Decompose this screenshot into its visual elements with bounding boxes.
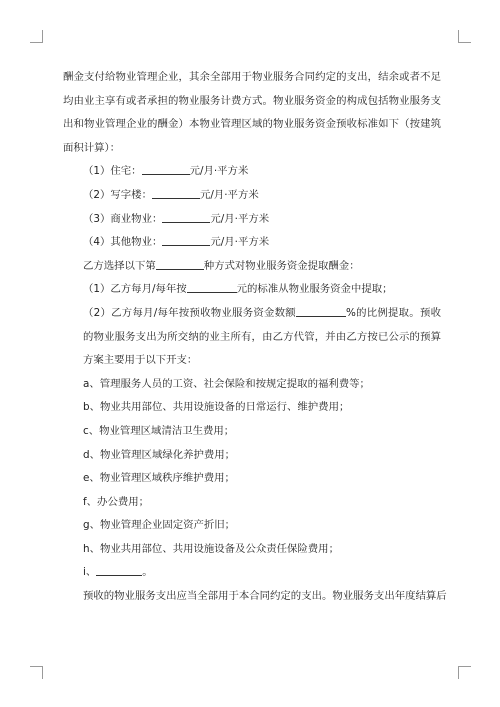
rate-other: （4）其他物业： 元/月·平方米 — [83, 236, 270, 249]
crop-mark-top-left — [30, 30, 43, 43]
document-body — [63, 66, 447, 609]
rate-office: （2）写字楼： 元/月·平方米 — [83, 188, 259, 201]
blank-other-rate[interactable] — [162, 234, 210, 246]
blank-residential-rate[interactable] — [142, 163, 190, 175]
option-fixed-amount: （1）乙方每月/每年按 元的标准从物业服务资金中提取； — [83, 283, 393, 296]
expense-item-i: i、 。 — [83, 566, 153, 579]
expense-item-d: d、物业管理区域绿化养护费用； — [83, 448, 236, 461]
closing-paragraph: 预收的物业服务支出应当全部用于本合同约定的支出。物业服务支出年度结算后 — [83, 590, 447, 603]
expense-item-g: g、物业管理企业固定资产折旧； — [83, 519, 236, 532]
blank-commercial-rate[interactable] — [162, 211, 210, 223]
expense-item-h: h、物业共用部位、共用设施设备及公众责任保险费用； — [83, 542, 339, 555]
crop-mark-top-right — [458, 30, 471, 43]
option-percentage: （2）乙方每月/每年按预收物业服务资金数额 %的比例提取。预收的物业服务支出为所交纳的业主所有，由乙方代管，并由乙方按已公示的预算方案主要用于以下开支： — [83, 306, 441, 367]
expense-item-a: a、管理服务人员的工资、社会保险和按规定提取的福利费等； — [83, 377, 370, 390]
expense-item-c: c、物业管理区域清洁卫生费用； — [83, 424, 235, 437]
rate-commercial: （3）商业物业： 元/月·平方米 — [83, 212, 270, 225]
blank-fixed-amount[interactable] — [187, 281, 237, 293]
intro-paragraph: 酬金支付给物业管理企业，其余全部用于物业服务合同约定的支出，结余或者不足均由业主享有或者承担的物业服务计费方式。物业服务资金的构成包括物业服务支出和物业管理企业的酬金）本物业管理区域的物业服务资金预收标准如下（按建筑面积计算）： — [63, 71, 441, 154]
blank-office-rate[interactable] — [152, 187, 200, 199]
method-choice: 乙方选择以下第 种方式对物业服务资金提取酬金： — [83, 259, 360, 272]
crop-mark-bottom-left — [30, 666, 43, 679]
rate-residential: （1）住宅： 元/月·平方米 — [83, 165, 249, 178]
expense-item-f: f、办公费用； — [83, 495, 150, 508]
blank-item-i[interactable] — [96, 564, 142, 576]
expense-item-e: e、物业管理区域秩序维护费用； — [83, 472, 235, 485]
blank-percentage[interactable] — [296, 305, 346, 317]
blank-method-number[interactable] — [156, 258, 204, 270]
crop-mark-bottom-right — [458, 666, 471, 679]
expense-item-b: b、物业共用部位、共用设施设备的日常运行、维护费用； — [83, 401, 350, 414]
